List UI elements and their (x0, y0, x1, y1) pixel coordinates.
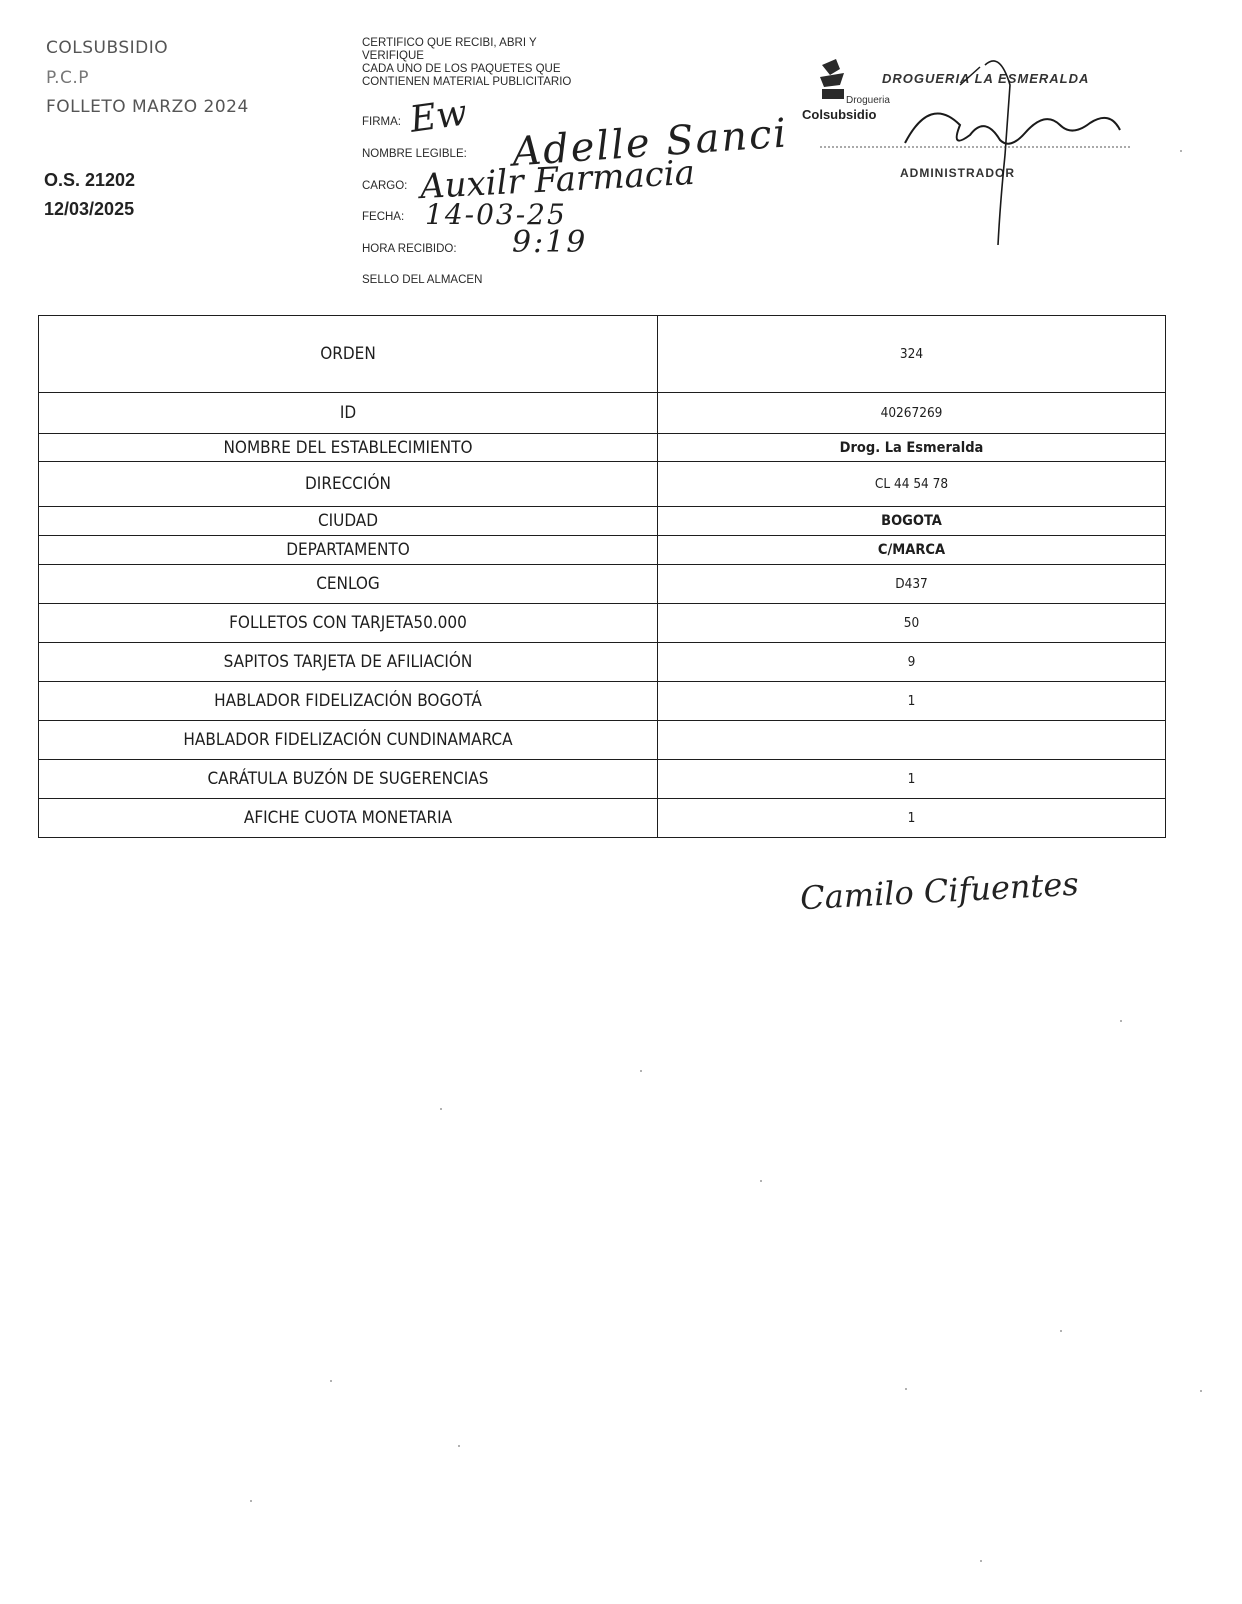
nombre-handwritten: Adelle Sanci (510, 110, 790, 176)
table-row (39, 434, 1166, 462)
cargo-handwritten: Auxilr Farmacia (419, 152, 696, 208)
sello-almacen-label: SELLO DEL ALMACEN (362, 274, 483, 286)
stamp-role-text: ADMINISTRADOR (900, 166, 1015, 180)
table-row (39, 462, 1166, 507)
row-label-nombre-establecimiento: NOMBRE DEL ESTABLECIMIENTO (39, 434, 658, 462)
table-row (39, 507, 1166, 536)
svg-text:Drogueria: Drogueria (846, 95, 890, 106)
row-value-caratula-buzon: 1 (658, 760, 1166, 799)
row-value-ciudad: BOGOTA (658, 507, 1166, 536)
row-value-sapitos: 9 (658, 643, 1166, 682)
row-value-cenlog: D437 (658, 565, 1166, 604)
table-row (39, 721, 1166, 760)
brochure-title: FOLLETO MARZO 2024 (46, 97, 249, 117)
cert-statement-line-2: VERIFIQUE (362, 50, 424, 62)
row-label-cenlog: CENLOG (39, 565, 658, 604)
row-label-direccion: DIRECCIÓN (39, 462, 658, 507)
row-label-caratula-buzon: CARÁTULA BUZÓN DE SUGERENCIAS (39, 760, 658, 799)
row-value-id: 40267269 (658, 393, 1166, 434)
row-value-hablador-bogota: 1 (658, 682, 1166, 721)
row-value-orden: 324 (658, 316, 1166, 393)
row-label-departamento: DEPARTAMENTO (39, 536, 658, 565)
hora-handwritten: 9:19 (512, 225, 588, 260)
nombre-legible-label: NOMBRE LEGIBLE: (362, 148, 467, 160)
row-label-orden: ORDEN (39, 316, 658, 393)
handwritten-signature: Camilo Cifuentes (799, 864, 1080, 918)
row-value-direccion: CL 44 54 78 (658, 462, 1166, 507)
distribution-table (38, 315, 1166, 838)
row-label-sapitos: SAPITOS TARJETA DE AFILIACIÓN (39, 643, 658, 682)
table-row (39, 799, 1166, 838)
row-label-hablador-cundinamarca: HABLADOR FIDELIZACIÓN CUNDINAMARCA (39, 721, 658, 760)
fecha-label: FECHA: (362, 211, 405, 223)
cert-statement-line-1: CERTIFICO QUE RECIBI, ABRI Y (362, 37, 537, 49)
table-row (39, 643, 1166, 682)
table-row (39, 316, 1166, 393)
row-value-nombre-establecimiento: Drog. La Esmeralda (658, 434, 1166, 462)
department-code: P.C.P (46, 68, 90, 88)
table-row (39, 604, 1166, 643)
stamp-top-text: DROGUERIA LA ESMERALDA (882, 71, 1090, 86)
firma-label: FIRMA: (362, 116, 401, 128)
table-row (39, 682, 1166, 721)
row-label-ciudad: CIUDAD (39, 507, 658, 536)
table-row (39, 565, 1166, 604)
fecha-handwritten: 14-03-25 (425, 198, 567, 231)
row-value-hablador-cundinamarca (658, 721, 1166, 760)
firma-handwritten: Ew (407, 92, 470, 141)
table-row (39, 760, 1166, 799)
hora-recibido-label: HORA RECIBIDO: (362, 243, 457, 255)
company-name: COLSUBSIDIO (46, 38, 169, 58)
row-value-departamento: C/MARCA (658, 536, 1166, 565)
service-order-date: 12/03/2025 (44, 199, 135, 219)
cert-statement-line-3: CADA UNO DE LOS PAQUETES QUE (362, 63, 561, 75)
row-label-afiche-cuota: AFICHE CUOTA MONETARIA (39, 799, 658, 838)
table-row (39, 393, 1166, 434)
row-label-id: ID (39, 393, 658, 434)
row-label-hablador-bogota: HABLADOR FIDELIZACIÓN BOGOTÁ (39, 682, 658, 721)
cert-statement-line-4: CONTIENEN MATERIAL PUBLICITARIO (362, 76, 572, 88)
row-value-folletos: 50 (658, 604, 1166, 643)
cargo-label: CARGO: (362, 180, 408, 192)
row-label-folletos: FOLLETOS CON TARJETA50.000 (39, 604, 658, 643)
service-order-number: O.S. 21202 (44, 170, 136, 190)
stamp-colsubsidio-text: Colsubsidio (802, 107, 877, 122)
table-row (39, 536, 1166, 565)
pharmacy-stamp (802, 55, 1150, 255)
row-value-afiche-cuota: 1 (658, 799, 1166, 838)
